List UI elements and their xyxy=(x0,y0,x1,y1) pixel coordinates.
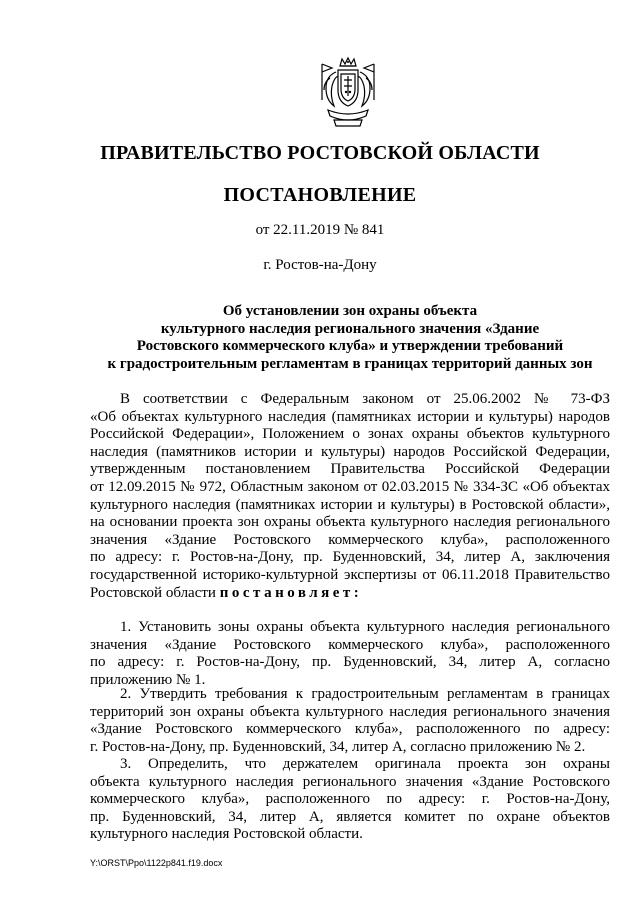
paragraph-line: значения «Здание Ростовского коммерческого клуба», расположенного xyxy=(90,531,610,548)
item-1-paragraph xyxy=(90,619,610,689)
file-path-footer: Y:\ORST\Ppo\1122p841.f19.docx xyxy=(90,858,223,868)
paragraph-line: г. Ростов-на-Дону, пр. Буденновский, 34, литер А, согласно приложению № 2. xyxy=(90,738,586,755)
paragraph-line xyxy=(90,585,610,603)
city-name: г. Ростов-на-Дону xyxy=(263,257,377,273)
paragraph-line: наследия (памятников истории и культуры) народов Российской Федерации, xyxy=(90,443,610,460)
paragraph-line: 1. Установить зоны охраны объекта культурного наследия регионального xyxy=(120,619,610,635)
title-line: культурного наследия регионального значения «Здание xyxy=(160,320,540,337)
title-line: Об установлении зон охраны объекта xyxy=(222,303,478,319)
paragraph-line: значения «Здание Ростовского коммерческого клуба», расположенного xyxy=(90,636,610,653)
paragraph-line: территорий зон охраны объекта культурного наследия регионального значения xyxy=(90,703,610,720)
document-type: ПОСТАНОВЛЕНИЕ xyxy=(223,184,417,206)
paragraph-line: на основании проекта зон охраны объекта культурного наследия регионального xyxy=(90,514,610,531)
paragraph-line: от 12.09.2015 № 972, Областным законом от 02.03.2015 № 334-ЗС «Об объектах xyxy=(90,478,610,495)
paragraph-line: 2. Утвердить требования к градостроительным регламентам в границах xyxy=(120,686,610,702)
item-3-paragraph xyxy=(90,756,610,844)
resolution-title xyxy=(90,303,610,373)
paragraph-line: по адресу: г. Ростов-на-Дону, пр. Буденновский, 34, литер А, заключения xyxy=(90,549,610,566)
paragraph-line: культурного наследия Ростовской области. xyxy=(90,826,363,843)
paragraph-line: «Здание Ростовского коммерческого клуба», расположенного по адресу: xyxy=(90,721,610,738)
paragraph-line: государственной историко-культурной экспертизы от 06.11.2018 Правительство xyxy=(90,566,610,583)
paragraph-line: «Об объектах культурного наследия (памятниках истории и культуры) народов xyxy=(90,408,610,425)
paragraph-line: по адресу: г. Ростов-на-Дону, пр. Буденновский, 34, литер А, согласно xyxy=(90,654,610,671)
paragraph-line: 3. Определить, что держателем оригинала проекта зон охраны xyxy=(120,756,610,772)
paragraph-line: утвержденным постановлением Правительства Российской Федерации xyxy=(90,461,610,478)
resolves-prefix: Ростовской области xyxy=(90,584,220,601)
date-and-number: от 22.11.2019 № 841 xyxy=(255,222,385,238)
resolves-word: постановляет: xyxy=(219,584,363,601)
paragraph-line: культурного наследия (памятниках истории и культуры) в Ростовской области», xyxy=(90,496,610,513)
title-line: Ростовского коммерческого клуба» и утверждении требований xyxy=(136,338,564,355)
government-name: ПРАВИТЕЛЬСТВО РОСТОВСКОЙ ОБЛАСТИ xyxy=(100,142,540,164)
paragraph-line: объекта культурного наследия регионального значения «Здание Ростовского xyxy=(90,773,610,790)
paragraph-line: В соответствии с Федеральным законом от 25.06.2002 № 73-ФЗ xyxy=(120,391,610,407)
preamble-paragraph xyxy=(90,391,610,602)
coat-of-arms-icon xyxy=(316,56,380,130)
paragraph-line: Российской Федерации», Положением о зонах охраны объектов культурного xyxy=(90,426,610,443)
paragraph-line: пр. Буденновский, 34, литер А, является комитет по охране объектов xyxy=(90,808,610,825)
item-2-paragraph xyxy=(90,686,610,756)
paragraph-line: коммерческого клуба», расположенного по адресу: г. Ростов-на-Дону, xyxy=(90,791,610,808)
title-line: к градостроительным регламентам в границах территорий данных зон xyxy=(107,355,593,372)
paragraph-line: приложению № 1. xyxy=(90,671,206,688)
